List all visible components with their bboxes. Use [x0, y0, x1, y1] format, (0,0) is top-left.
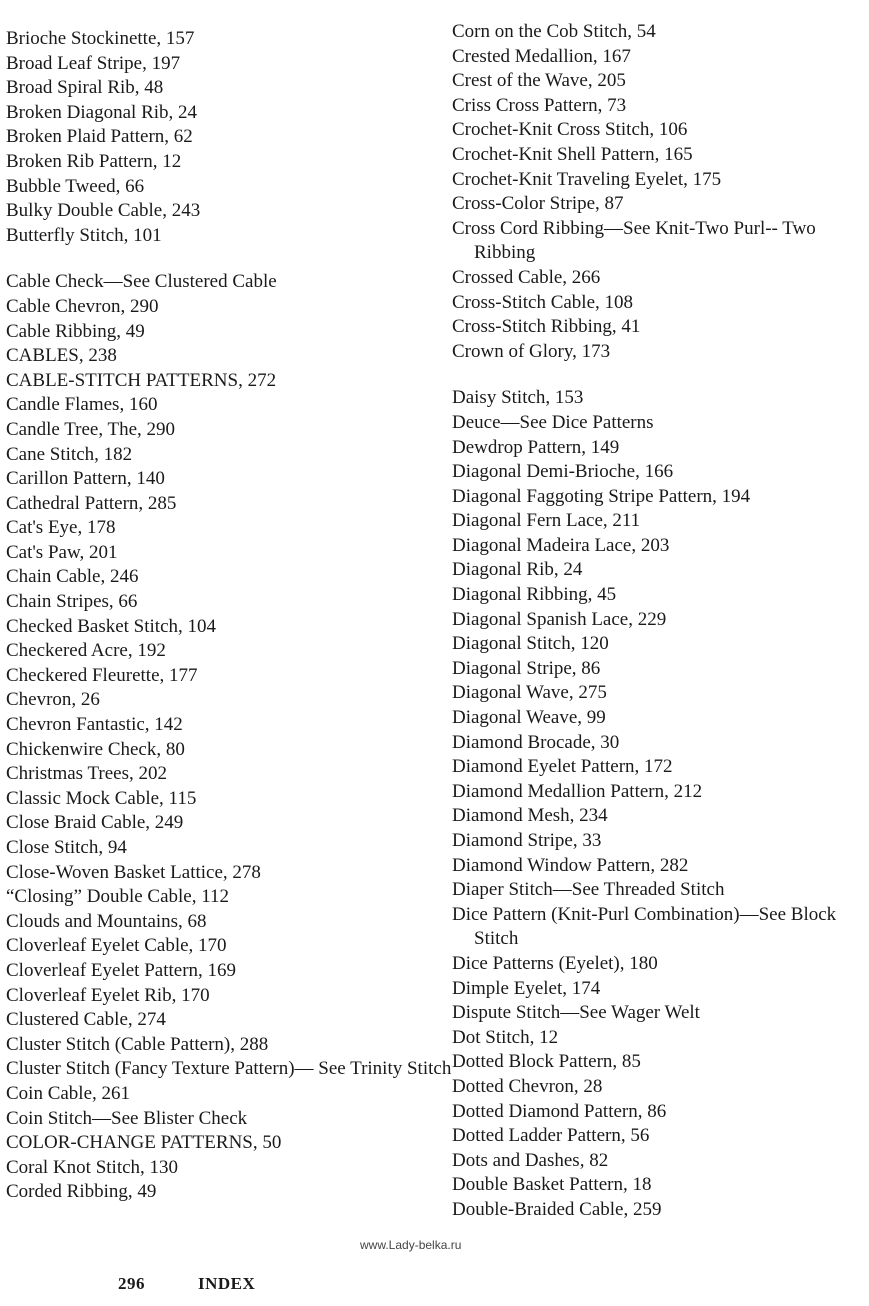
index-entry: Chain Stripes, 66	[6, 591, 138, 613]
index-entry: Checked Basket Stitch, 104	[6, 615, 217, 637]
index-column-left	[6, 27, 452, 1205]
index-entry: Diamond Window Pattern, 282	[452, 854, 689, 876]
group-spacer	[6, 248, 426, 270]
index-group-b	[6, 27, 426, 248]
index-entry: Crest of the Wave, 205	[452, 70, 626, 92]
index-entry: COLOR-CHANGE PATTERNS, 50	[6, 1132, 282, 1154]
index-entry: Cable Check—See Clustered Cable	[6, 271, 277, 293]
index-entry: Christmas Trees, 202	[6, 763, 167, 785]
index-entry: Corded Ribbing, 49	[6, 1181, 157, 1203]
index-entry: Chevron, 26	[6, 689, 100, 711]
group-spacer	[452, 364, 866, 386]
index-entry: Cable Chevron, 290	[6, 295, 159, 317]
index-entry: Diamond Stripe, 33	[452, 830, 602, 851]
index-group-d	[452, 386, 866, 1222]
index-entry: Crested Medallion, 167	[452, 45, 631, 67]
index-entry: Deuce—See Dice Patterns	[452, 411, 654, 433]
index-entry: Cross-Stitch Cable, 108	[452, 291, 634, 313]
index-entry: Dotted Block Pattern, 85	[452, 1051, 641, 1073]
index-entry: Cloverleaf Eyelet Cable, 170	[6, 935, 227, 957]
index-entry: Carillon Pattern, 140	[6, 468, 165, 490]
index-entry: Dice Pattern (Knit-Purl Combination)—See Block Stitch	[452, 903, 837, 950]
page-footer	[118, 1274, 255, 1294]
index-entry: Dotted Ladder Pattern, 56	[452, 1125, 650, 1147]
index-entry: Diagonal Stripe, 86	[452, 657, 601, 679]
index-entry: Coin Cable, 261	[6, 1082, 131, 1104]
index-entry: Cluster Stitch (Fancy Texture Pattern)— See Trinity Stitch	[6, 1058, 452, 1080]
index-entry: Double Basket Pattern, 18	[452, 1174, 652, 1196]
index-entry: Cat's Paw, 201	[6, 541, 118, 563]
index-entry: Dice Patterns (Eyelet), 180	[452, 952, 658, 974]
index-entry: Chickenwire Check, 80	[6, 738, 185, 760]
index-entry: Diamond Brocade, 30	[452, 731, 620, 753]
index-entry: Dewdrop Pattern, 149	[452, 436, 620, 458]
index-entry: Brioche Stockinette, 157	[6, 28, 195, 49]
index-entry: Clouds and Mountains, 68	[6, 910, 207, 932]
index-entry: Dot Stitch, 12	[452, 1026, 559, 1048]
index-entry: Checkered Acre, 192	[6, 640, 166, 662]
index-entry: Diamond Mesh, 234	[452, 805, 608, 827]
index-entry: Crossed Cable, 266	[452, 266, 601, 288]
index-entry: Broken Plaid Pattern, 62	[6, 126, 193, 148]
index-entry: Bubble Tweed, 66	[6, 175, 145, 197]
index-entry: Close Stitch, 94	[6, 837, 127, 858]
index-entry: Broken Rib Pattern, 12	[6, 150, 182, 172]
index-entry: CABLES, 238	[6, 345, 117, 367]
index-entry: Diamond Medallion Pattern, 212	[452, 780, 703, 802]
index-entry: Clustered Cable, 274	[6, 1009, 166, 1031]
index-entry: Chevron Fantastic, 142	[6, 714, 183, 736]
index-entry: Criss Cross Pattern, 73	[452, 94, 627, 116]
index-entry: Dispute Stitch—See Wager Welt	[452, 1002, 700, 1024]
index-entry: Coral Knot Stitch, 130	[6, 1156, 179, 1178]
index-entry: “Closing” Double Cable, 112	[6, 886, 230, 908]
index-entry: Diagonal Faggoting Stripe Pattern, 194	[452, 485, 751, 507]
index-entry: Diagonal Spanish Lace, 229	[452, 608, 667, 630]
index-entry: Cable Ribbing, 49	[6, 320, 145, 342]
index-entry: Crown of Glory, 173	[452, 340, 611, 362]
index-entry: Diagonal Ribbing, 45	[452, 584, 617, 606]
index-entry: Cross-Color Stripe, 87	[452, 193, 624, 215]
index-entry: Crochet-Knit Shell Pattern, 165	[452, 143, 693, 165]
index-entry: Cluster Stitch (Cable Pattern), 288	[6, 1033, 269, 1055]
index-entry: Butterfly Stitch, 101	[6, 224, 162, 246]
index-entry: Broken Diagonal Rib, 24	[6, 101, 198, 123]
index-entry: Diagonal Madeira Lace, 203	[452, 534, 670, 556]
index-entry: Diamond Eyelet Pattern, 172	[452, 756, 673, 778]
index-entry: Candle Flames, 160	[6, 394, 158, 416]
index-entry: Broad Leaf Stripe, 197	[6, 52, 181, 74]
index-group-c-continued	[452, 20, 866, 364]
index-entry: Dotted Chevron, 28	[452, 1075, 603, 1097]
index-entry: Bulky Double Cable, 243	[6, 200, 201, 222]
index-entry: Corn on the Cob Stitch, 54	[452, 21, 656, 42]
index-entry: Double-Braided Cable, 259	[452, 1198, 662, 1220]
index-entry: Crochet-Knit Cross Stitch, 106	[452, 119, 688, 141]
index-entry: Diagonal Demi-Brioche, 166	[452, 461, 674, 483]
page-number: 296	[118, 1274, 145, 1293]
index-entry: Cross-Stitch Ribbing, 41	[452, 316, 641, 338]
index-entry: Classic Mock Cable, 115	[6, 787, 197, 809]
index-entry: Checkered Fleurette, 177	[6, 664, 198, 686]
index-entry: Diagonal Wave, 275	[452, 682, 607, 704]
index-group-c	[6, 270, 452, 1205]
index-entry: Dimple Eyelet, 174	[452, 977, 601, 999]
index-entry: Cathedral Pattern, 285	[6, 492, 177, 514]
index-column-right	[452, 20, 866, 1223]
index-entry: Cane Stitch, 182	[6, 443, 133, 465]
watermark: www.Lady-belka.ru	[360, 1238, 462, 1252]
section-title: INDEX	[198, 1274, 256, 1293]
index-entry: CABLE-STITCH PATTERNS, 272	[6, 369, 277, 391]
index-entry: Daisy Stitch, 153	[452, 387, 584, 409]
index-entry: Diagonal Rib, 24	[452, 559, 583, 581]
index-entry: Cross Cord Ribbing—See Knit-Two Purl-- Two Ribbing	[452, 217, 816, 264]
index-entry: Diagonal Stitch, 120	[452, 633, 609, 655]
index-entry: Diagonal Fern Lace, 211	[452, 510, 641, 532]
index-entry: Broad Spiral Rib, 48	[6, 77, 164, 99]
index-entry: Dots and Dashes, 82	[452, 1149, 609, 1171]
index-entry: Cloverleaf Eyelet Pattern, 169	[6, 959, 237, 981]
index-entry: Crochet-Knit Traveling Eyelet, 175	[452, 168, 722, 190]
index-entry: Close-Woven Basket Lattice, 278	[6, 861, 261, 883]
index-entry: Coin Stitch—See Blister Check	[6, 1107, 248, 1129]
index-entry: Dotted Diamond Pattern, 86	[452, 1100, 667, 1122]
index-entry: Candle Tree, The, 290	[6, 418, 176, 440]
index-entry: Diagonal Weave, 99	[452, 707, 606, 729]
index-entry: Chain Cable, 246	[6, 566, 139, 588]
index-entry: Close Braid Cable, 249	[6, 812, 184, 834]
index-entry: Diaper Stitch—See Threaded Stitch	[452, 879, 725, 901]
index-entry: Cloverleaf Eyelet Rib, 170	[6, 984, 210, 1006]
index-entry: Cat's Eye, 178	[6, 517, 116, 539]
